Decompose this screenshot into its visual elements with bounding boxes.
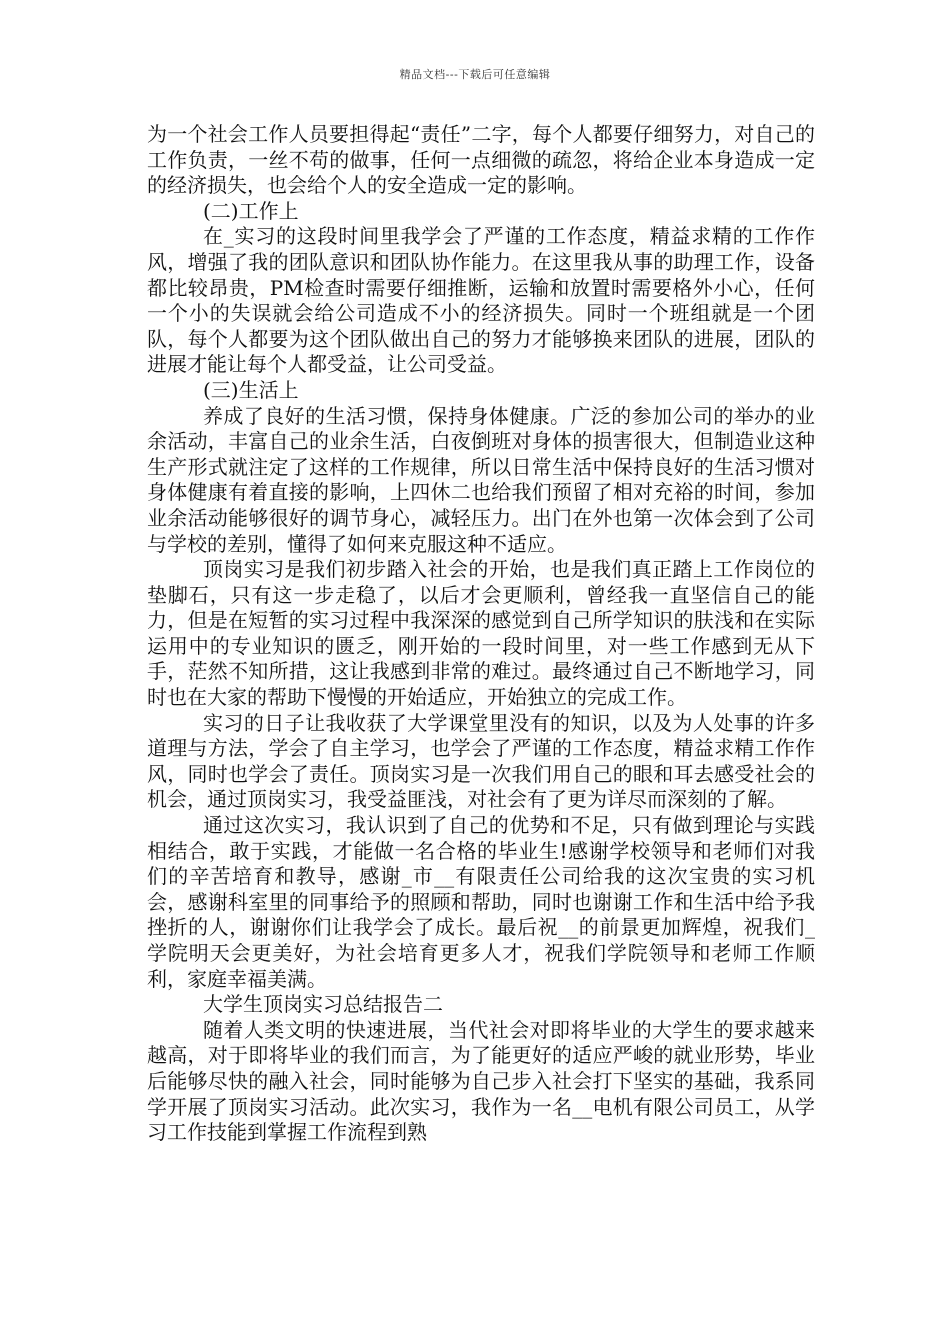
section-heading-work: (二)工作上 [203, 198, 299, 223]
document-body [147, 122, 815, 1146]
paragraph-work: 在_实习的这段时间里我学会了严谨的工作态度，精益求精的工作作风，增强了我的团队意识和团队协作能力。在这里我从事的助理工作，设备都比较昂贵，PM检查时需要仔细推断，运输和放置时需要格外小心，任何一个小的失误就会给公司造成不小的经济损失。同时一个班组就是一个团队，每个人都要为这个团队做出自己的努力才能够换来团队的进展，团队的进展才能让每个人都受益，让公司受益。 [147, 224, 815, 377]
paragraph-report-two: 随着人类文明的快速进展，当代社会对即将毕业的大学生的要求越来越高，对于即将毕业的我们而言，为了能更好的适应严峻的就业形势，毕业后能够尽快的融入社会，同时能够为自己步入社会打下坚实的基础，我系同学开展了顶岗实习活动。此次实习，我作为一名__电机有限公司员工，从学习工作技能到掌握工作流程到熟 [147, 1017, 815, 1145]
page-header: 精品文档---下载后可任意编辑 [399, 68, 551, 81]
paragraph-life: 养成了良好的生活习惯，保持身体健康。广泛的参加公司的举办的业余活动，丰富自己的业余生活，白夜倒班对身体的损害很大，但制造业这种生产形式就注定了这样的工作规律，所以日常生活中保持良好的生活习惯对身体健康有着直接的影响，上四休二也给我们预留了相对充裕的时间，参加业余活动能够很好的调节身心，减轻压力。出门在外也第一次体会到了公司与学校的差别，懂得了如何来克服这种不适应。 [147, 403, 815, 556]
paragraph-internship-start: 顶岗实习是我们初步踏入社会的开始，也是我们真正踏上工作岗位的垫脚石，只有这一步走稳了，以后才会更顺利，曾经我一直坚信自己的能力，但是在短暂的实习过程中我深深的感觉到自己所学知识的肤浅和在实际运用中的专业知识的匮乏，刚开始的一段时间里，对一些工作感到无从下手，茫然不知所措，这让我感到非常的难过。最终通过自己不断地学习，同时也在大家的帮助下慢慢的开始适应，开始独立的完成工作。 [147, 557, 815, 710]
report-two-title: 大学生顶岗实习总结报告二 [203, 992, 443, 1017]
paragraph-conclusion: 通过这次实习，我认识到了自己的优势和不足，只有做到理论与实践相结合，敢于实践，才能做一名合格的毕业生!感谢学校领导和老师们对我们的辛苦培育和教导，感谢_市__有限责任公司给我的这次宝贵的实习机会，感谢科室里的同事给予的照顾和帮助，同时也谢谢工作和生活中给予我挫折的人，谢谢你们让我学会了成长。最后祝__的前景更加辉煌，祝我们_学院明天会更美好，为社会培育更多人才，祝我们学院领导和老师工作顺利，家庭幸福美满。 [147, 813, 815, 991]
paragraph-internship-gains: 实习的日子让我收获了大学课堂里没有的知识，以及为人处事的许多道理与方法，学会了自主学习，也学会了严谨的工作态度，精益求精工作作风，同时也学会了责任。顶岗实习是一次我们用自己的眼和耳去感受社会的机会，通过顶岗实习，我受益匪浅，对社会有了更为详尽而深刻的了解。 [147, 710, 815, 812]
paragraph-continuation: 为一个社会工作人员要担得起“责任”二字，每个人都要仔细努力，对自己的工作负责，一丝不苟的做事，任何一点细微的疏忽，将给企业本身造成一定的经济损失，也会给个人的安全造成一定的影响。 [147, 122, 815, 198]
section-heading-life: (三)生活上 [203, 377, 299, 402]
